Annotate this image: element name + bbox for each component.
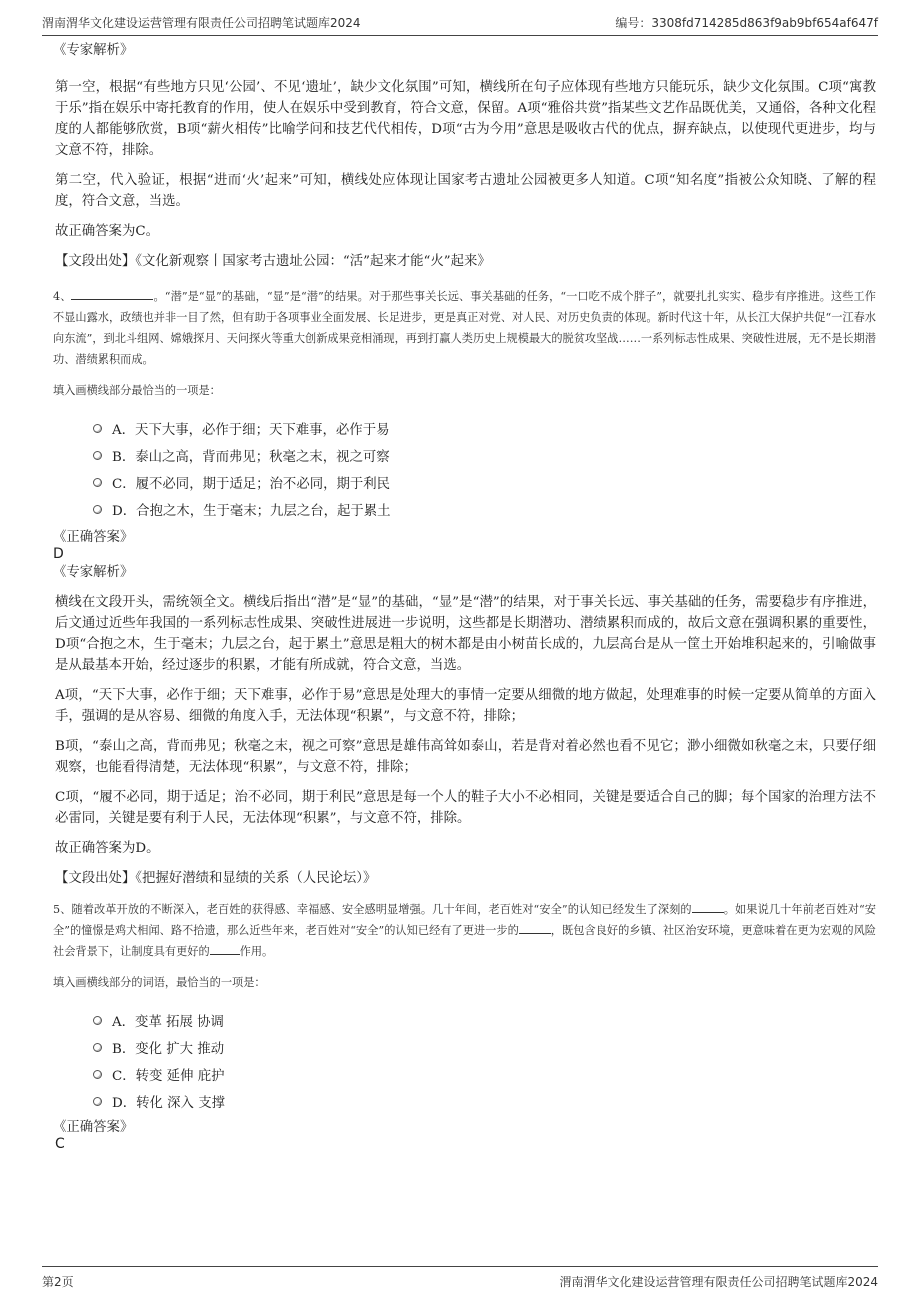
radio-icon[interactable]	[93, 1016, 102, 1025]
correct-answer: C	[55, 1136, 65, 1152]
expert-analysis-label: 《专家解析》	[53, 43, 134, 58]
analysis-paragraph: 第二空，代入验证，根据“进而‘火’起来”可知，横线处应体现让国家考古遗址公园被更多人知道。C项“知名度”指被公众知晓、了解的程度，符合文意，当选。	[55, 173, 876, 209]
option-c[interactable]	[93, 1061, 876, 1088]
option-d[interactable]	[93, 1088, 876, 1115]
answer-blank	[519, 921, 551, 934]
question-stem	[53, 286, 876, 370]
option-label: D．转化 深入 支撑	[112, 1096, 225, 1111]
header-title: 渭南渭华文化建设运营管理有限责任公司招聘笔试题库2024	[42, 15, 361, 30]
option-label: C．转变 延伸 庇护	[112, 1069, 225, 1084]
question-text: 。“潜”是“显”的基础，“显”是“潜”的结果。对于那些事关长远、事关基础的任务，“一口吃不成个胖子”，就要扎扎实实、稳步有序推进。这些工作不显山露水，政绩也并非一目了然，但有助于各项事业全面发展、长足进步，更是真正对党、对人民、对历史负责的体现。新时代这十年，从长江大保护共促“一江春水向东流”，到北斗组网、嫦娥探月、天问探火等重大创新成果竞相涌现，再到打赢人类历史上规模最大的脱贫攻坚战……一系列标志性成果、突破性进展，无不是长期潜功、潜绩累积而成。	[53, 290, 876, 366]
answer-blank	[692, 900, 724, 913]
question-text: 5、随着改革开放的不断深入，老百姓的获得感、幸福感、安全感明显增强。几十年间，老百姓对“安全”的认知已经发生了深刻的	[53, 903, 692, 916]
correct-answer-label: 《正确答案》	[53, 530, 134, 545]
radio-icon[interactable]	[93, 1097, 102, 1106]
option-d[interactable]	[93, 496, 876, 523]
option-label: C．履不必同，期于适足；治不必同，期于利民	[112, 477, 391, 492]
option-label: B．变化 扩大 推动	[112, 1042, 225, 1057]
footer-title: 渭南渭华文化建设运营管理有限责任公司招聘笔试题库2024	[559, 1274, 878, 1289]
page-header	[42, 12, 878, 36]
option-b[interactable]	[93, 442, 876, 469]
option-label: A．天下大事，必作于细；天下难事，必作于易	[112, 423, 390, 438]
option-a[interactable]	[93, 1007, 876, 1034]
answer-blank	[210, 942, 240, 955]
correct-answer: D	[53, 546, 64, 562]
radio-icon[interactable]	[93, 478, 102, 487]
question-text: 。如果说几十年前老百姓对“安全”的憧憬是鸡犬相闻、路不拾遗，那么近些年来，老百姓对“安全”的认知已经有了更进一步的	[53, 903, 876, 937]
page-content	[55, 40, 876, 1153]
source-citation: 【文段出处】《文化新观察丨国家考古遗址公园：“活”起来才能“火”起来》	[55, 254, 491, 269]
answer-conclusion: 故正确答案为C。	[55, 224, 159, 239]
source-citation: 【文段出处】《把握好潜绩和显绩的关系（人民论坛）》	[55, 871, 377, 886]
option-label: B．泰山之高，背而弗见；秋毫之末，视之可察	[112, 450, 390, 465]
option-label: A．变革 拓展 协调	[112, 1015, 224, 1030]
option-list	[55, 1007, 876, 1115]
question-text: ，既包含良好的乡镇、社区治安环境，更意味着在更为宏观的风险社会背景下，让制度具有更好的	[53, 924, 876, 958]
document-id: 编号：3308fd714285d863f9ab9bf654af647f	[615, 15, 878, 30]
question-stem	[53, 899, 876, 962]
option-a[interactable]	[93, 415, 876, 442]
radio-icon[interactable]	[93, 1043, 102, 1052]
option-label: D．合抱之木，生于毫末；九层之台，起于累土	[112, 504, 391, 519]
question-prompt: 填入画横线部分最恰当的一项是：	[53, 384, 221, 397]
analysis-paragraph: C项，“履不必同，期于适足；治不必同，期于利民”意思是每一个人的鞋子大小不必相同，关键是要适合自己的脚；每个国家的治理方法不必雷同，关键是要有利于人民，无法体现“积累”，与文意不符，排除。	[55, 790, 876, 826]
page-number: 第2页	[42, 1274, 74, 1289]
radio-icon[interactable]	[93, 1070, 102, 1079]
option-list	[55, 415, 876, 523]
question-number: 4、	[53, 290, 72, 303]
analysis-paragraph: 第一空，根据“有些地方只见‘公园’、不见‘遗址’，缺少文化氛围”可知，横线所在句子应体现有些地方只能玩乐，缺少文化氛围。C项“寓教于乐”指在娱乐中寄托教育的作用，使人在娱乐中受到教育，符合文意，保留。A项“雅俗共赏”指某些文艺作品既优美，又通俗，各种文化程度的人都能够欣赏，B项“薪火相传”比喻学问和技艺代代相传，D项“古为今用”意思是吸收古代的优点，摒弃缺点，以使现代更进步，均与文意不符，排除。	[55, 80, 876, 158]
option-c[interactable]	[93, 469, 876, 496]
radio-icon[interactable]	[93, 451, 102, 460]
radio-icon[interactable]	[93, 505, 102, 514]
page-footer	[42, 1266, 878, 1292]
question-prompt: 填入画横线部分的词语，最恰当的一项是：	[53, 976, 266, 989]
analysis-paragraph: 横线在文段开头，需统领全文。横线后指出“潜”是“显”的基础，“显”是“潜”的结果，对于事关长远、事关基础的任务，需要稳步有序推进，后文通过近些年我国的一系列标志性成果、突破性进展进一步说明，这些都是长期潜功、潜绩累积而成的，故后文意在强调积累的重要性，D项“合抱之木，生于毫末；九层之台，起于累土”意思是粗大的树木都是由小树苗长成的，九层高台是从一筐土开始堆积起来的，引喻做事是从最基本开始，经过逐步的积累，才能有所成就，符合文意，当选。	[55, 595, 876, 673]
expert-analysis-label: 《专家解析》	[53, 565, 134, 580]
question-text: 作用。	[239, 945, 274, 958]
answer-conclusion: 故正确答案为D。	[55, 841, 160, 856]
radio-icon[interactable]	[93, 424, 102, 433]
correct-answer-label: 《正确答案》	[53, 1120, 134, 1135]
analysis-paragraph: B项，“泰山之高，背而弗见；秋毫之末，视之可察”意思是雄伟高耸如泰山，若是背对着必然也看不见它；渺小细微如秋毫之末，只要仔细观察，也能看得清楚，无法体现“积累”，与文意不符，排除；	[55, 739, 876, 775]
analysis-paragraph: A项，“天下大事，必作于细；天下难事，必作于易”意思是处理大的事情一定要从细微的地方做起，处理难事的时候一定要从简单的方面入手，强调的是从容易、细微的角度入手，无法体现“积累”，与文意不符，排除；	[55, 688, 876, 724]
answer-blank	[71, 287, 153, 300]
option-b[interactable]	[93, 1034, 876, 1061]
